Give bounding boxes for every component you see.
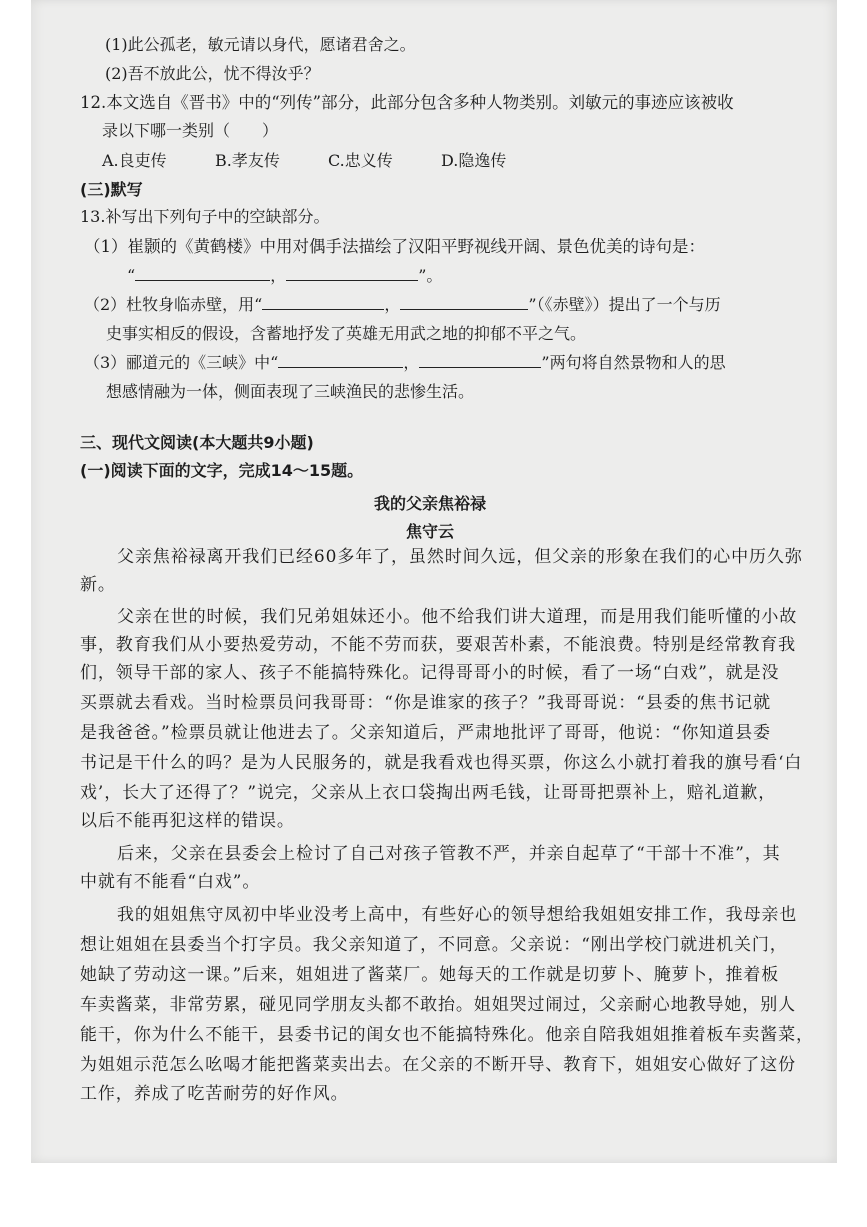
body-line: 事，教育我们从小要热爱劳动，不能不劳而获，要艰苦朴素，不能浪费。特别是经常教育我 <box>80 635 796 655</box>
modern-section-heading: 三、现代文阅读(本大题共9小题) <box>80 433 314 452</box>
exam-paper <box>31 0 837 1163</box>
body-line: 想让姐姐在县委当个打字员。我父亲知道了，不同意。父亲说：“刚出学校门就进机关门， <box>80 935 788 955</box>
body-line: 中就有不能看“白戏”。 <box>80 872 261 892</box>
q13-item-2-line-2: 史事实相反的假设，含蓄地抒发了英雄无用武之地的抑郁不平之气。 <box>106 324 587 343</box>
q11-sentence-1: (1)此公孤老，敏元请以身代，愿诸君舍之。 <box>105 35 416 54</box>
q12-line-1: 12.本文选自《晋书》中的“列传”部分，此部分包含多种人物类别。刘敏元的事迹应该被收 <box>80 93 734 112</box>
body-line: 买票就去看戏。当时检票员问我哥哥：“你是谁家的孩子？”我哥哥说：“县委的焦书记就 <box>80 693 772 713</box>
q11-sentence-2: (2)吾不放此公，忧不得汝乎？ <box>105 64 320 83</box>
answer-blank[interactable] <box>278 352 403 368</box>
body-line: 后来，父亲在县委会上检讨了自己对孩子管教不严，并亲自起草了“干部十不准”，其 <box>117 844 781 864</box>
body-line: 戏’，长大了还得了？”说完，父亲从上衣口袋掏出两毛钱，让哥哥把票补上，赔礼道歉， <box>80 783 777 803</box>
body-line: 书记是干什么的吗？是为人民服务的，就是我看戏也得买票，你这么小就打着我的旗号看‘白 <box>80 753 803 773</box>
body-line: 车卖酱菜，非常劳累，碰见同学朋友头都不敢抬。姐姐哭过闹过，父亲耐心地教导她，别人 <box>80 995 796 1015</box>
q12-option-a: A.良吏传 <box>102 151 167 170</box>
dictation-heading: (三)默写 <box>80 180 143 199</box>
q12-option-b: B.孝友传 <box>215 151 280 170</box>
answer-blank[interactable] <box>286 265 418 281</box>
body-line: 父亲在世的时候，我们兄弟姐妹还小。他不给我们讲大道理，而是用我们能听懂的小故 <box>117 607 798 627</box>
answer-blank[interactable] <box>262 294 384 310</box>
q13-item-1-line-2: “ ， ”。 <box>127 266 443 285</box>
article-author: 焦守云 <box>405 522 454 541</box>
body-line: 我的姐姐焦守凤初中毕业没考上高中，有些好心的领导想给我姐姐安排工作，我母亲也 <box>117 905 798 925</box>
body-line: 为姐姐示范怎么吆喝才能把酱菜卖出去。在父亲的不断开导、教育下，姐姐安心做好了这份 <box>80 1055 796 1075</box>
body-line: 她缺了劳动这一课。”后来，姐姐进了酱菜厂。她每天的工作就是切萝卜、腌萝卜，推着板 <box>80 965 780 985</box>
q12-option-d: D.隐逸传 <box>441 151 507 170</box>
body-line: 新。 <box>80 575 116 595</box>
body-line: 父亲焦裕禄离开我们已经60多年了，虽然时间久远，但父亲的形象在我们的心中历久弥 <box>117 547 803 567</box>
answer-blank[interactable] <box>135 265 270 281</box>
body-line: 是我爸爸。”检票员就让他进去了。父亲知道后，严肃地批评了哥哥，他说：“你知道县委 <box>80 723 771 743</box>
answer-blank[interactable] <box>400 294 528 310</box>
q13-item-1-line-1: （1）崔颢的《黄鹤楼》中用对偶手法描绘了汉阳平野视线开阔、景色优美的诗句是： <box>84 237 705 256</box>
q12-option-c: C.忠义传 <box>328 151 393 170</box>
body-line: 们，领导干部的家人、孩子不能搞特殊化。记得哥哥小的时候，看了一场“白戏”，就是没 <box>80 663 780 683</box>
body-line: 工作，养成了吃苦耐劳的好作风。 <box>80 1084 349 1104</box>
article-title: 我的父亲焦裕禄 <box>373 494 486 513</box>
body-line: 能干，你为什么不能干，县委书记的闺女也不能搞特殊化。他亲自陪我姐姐推着板车卖酱菜， <box>80 1025 814 1045</box>
answer-blank[interactable] <box>419 352 541 368</box>
q13-item-2-line-1: （2）杜牧身临赤壁，用“ ， ”（《赤壁》）提出了一个与历 <box>84 295 721 314</box>
q13-prompt: 13.补写出下列句子中的空缺部分。 <box>80 207 330 226</box>
q13-item-3-line-1: （3）郦道元的《三峡》中“ ， ”两句将自然景物和人的思 <box>84 353 726 372</box>
q12-line-2: 录以下哪一类别（ ） <box>102 121 279 140</box>
q13-item-3-line-2: 想感情融为一体，侧面表现了三峡渔民的悲惨生活。 <box>106 382 475 401</box>
modern-section-subheading: (一)阅读下面的文字，完成14～15题。 <box>80 461 364 480</box>
body-line: 以后不能再犯这样的错误。 <box>80 811 295 831</box>
